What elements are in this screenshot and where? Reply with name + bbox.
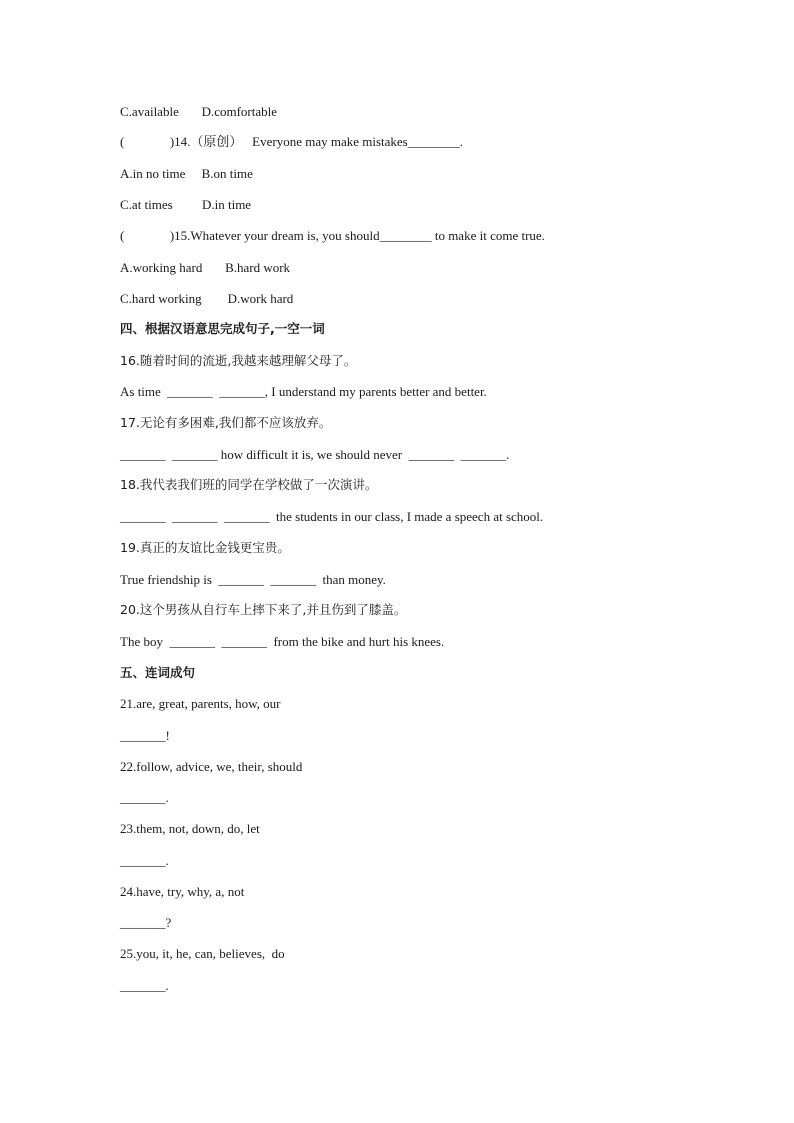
- answer-line-17: _______ _______ how difficult it is, we should never _______ _______.: [120, 447, 510, 462]
- question-19: 19.真正的友谊比金钱更宝贵。: [120, 540, 290, 555]
- section-heading-4: 四、根据汉语意思完成句子,一空一词: [120, 321, 325, 336]
- answer-line-24: _______?: [120, 915, 172, 930]
- answer-line-16: As time _______ _______, I understand my parents better and better.: [120, 384, 487, 399]
- question-18: 18.我代表我们班的同学在学校做了一次演讲。: [120, 477, 378, 492]
- option-line: C.at times D.in time: [120, 197, 252, 212]
- answer-line-19: True friendship is _______ _______ than money.: [120, 572, 386, 587]
- question-24: 24.have, try, why, a, not: [120, 884, 245, 899]
- question-16: 16.随着时间的流逝,我越来越理解父母了。: [120, 353, 357, 368]
- question-14: ( )14.（原创） Everyone may make mistakes________.: [120, 134, 463, 149]
- question-20: 20.这个男孩从自行车上摔下来了,并且伤到了膝盖。: [120, 602, 407, 617]
- option-line: C.hard working D.work hard: [120, 291, 294, 306]
- answer-line-20: The boy _______ _______ from the bike and hurt his knees.: [120, 634, 445, 649]
- option-line: A.working hard B.hard work: [120, 260, 291, 275]
- answer-line-22: _______.: [120, 790, 169, 805]
- option-line: C.available D.comfortable: [120, 104, 278, 119]
- question-17: 17.无论有多困难,我们都不应该放弃。: [120, 415, 332, 430]
- question-21: 21.are, great, parents, how, our: [120, 696, 281, 711]
- question-15: ( )15.Whatever your dream is, you should________ to make it come true.: [120, 228, 545, 243]
- answer-line-25: _______.: [120, 978, 169, 993]
- answer-line-21: _______!: [120, 728, 170, 743]
- section-heading-5: 五、连词成句: [120, 665, 196, 680]
- question-23: 23.them, not, down, do, let: [120, 821, 260, 836]
- answer-line-23: _______.: [120, 853, 169, 868]
- option-line: A.in no time B.on time: [120, 166, 253, 181]
- question-22: 22.follow, advice, we, their, should: [120, 759, 303, 774]
- question-25: 25.you, it, he, can, believes, do: [120, 946, 285, 961]
- answer-line-18: _______ _______ _______ the students in our class, I made a speech at school.: [120, 509, 544, 524]
